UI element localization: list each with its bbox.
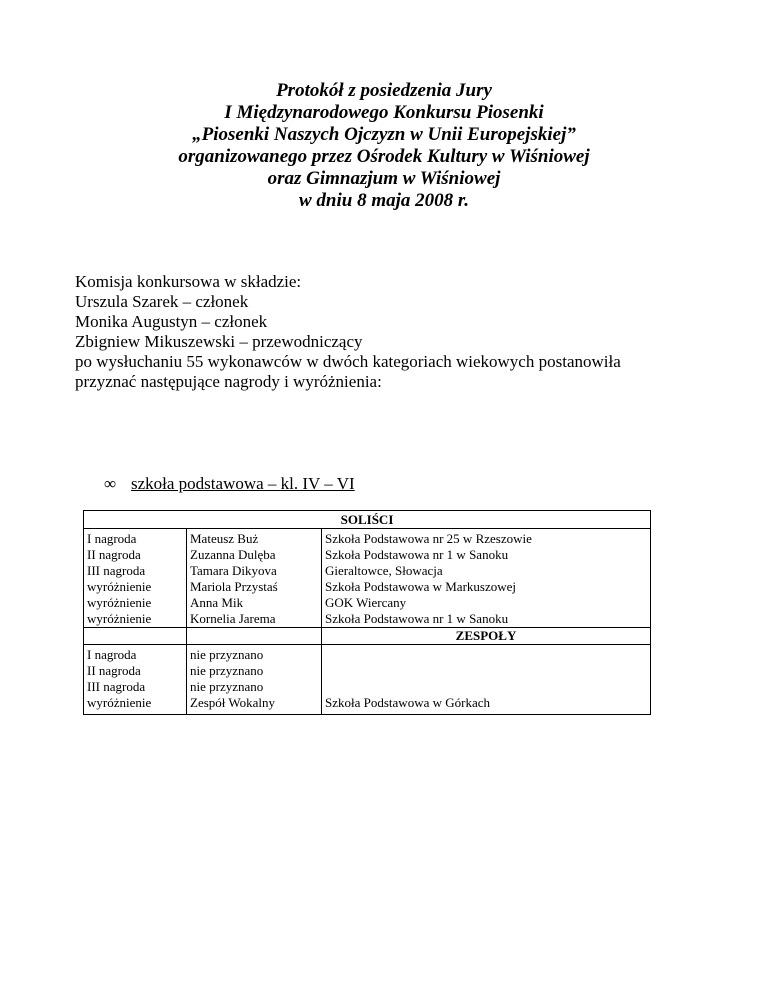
name-cell: nie przyznano xyxy=(187,679,322,695)
award-cell: wyróżnienie xyxy=(84,695,187,715)
intro-line: po wysłuchaniu 55 wykonawców w dwóch kategoriach wiekowych postanowiła xyxy=(75,352,621,371)
soloists-header: SOLIŚCI xyxy=(84,511,651,529)
school-cell: Szkoła Podstawowa w Górkach xyxy=(325,695,490,710)
name-cell: Anna Mik xyxy=(187,595,322,611)
name-cell: nie przyznano xyxy=(187,663,322,679)
empty-cell xyxy=(187,628,322,645)
intro-line: przyznać następujące nagrody i wyróżnienia: xyxy=(75,372,382,391)
school-cell: GOK Wiercany xyxy=(325,595,407,610)
intro-line: Komisja konkursowa w składzie: xyxy=(75,272,302,291)
category-label: szkoła podstawowa – kl. IV – VI xyxy=(131,474,355,493)
table-row xyxy=(84,595,651,611)
school-cell: Szkoła Podstawowa nr 1 w Sanoku xyxy=(325,611,509,626)
school-cell: Szkoła Podstawowa w Markuszowej xyxy=(325,579,516,594)
table-row xyxy=(84,547,651,563)
document-title xyxy=(0,80,768,212)
award-cell: II nagroda xyxy=(84,663,187,679)
results-table xyxy=(83,510,651,715)
name-cell: Mariola Przystaś xyxy=(187,579,322,595)
school-cell: Gieraltowce, Słowacja xyxy=(325,563,443,578)
school-cell xyxy=(322,663,651,679)
title-line: „Piosenki Naszych Ojczyzn w Unii Europejskiej” xyxy=(192,124,576,145)
section-header-row xyxy=(84,511,651,529)
table-row xyxy=(84,695,651,715)
intro-paragraph xyxy=(75,272,715,392)
table-row xyxy=(84,645,651,664)
table-row xyxy=(84,679,651,695)
title-line: w dniu 8 maja 2008 r. xyxy=(299,190,469,211)
name-cell: Zuzanna Dulęba xyxy=(187,547,322,563)
school-cell: Szkoła Podstawowa nr 1 w Sanoku xyxy=(325,547,509,562)
table-row xyxy=(84,579,651,595)
table-row xyxy=(84,611,651,628)
award-cell: II nagroda xyxy=(84,547,187,563)
groups-header: ZESPOŁY xyxy=(322,628,651,645)
empty-cell xyxy=(84,628,187,645)
award-cell: III nagroda xyxy=(84,679,187,695)
name-cell: Kornelia Jarema xyxy=(187,611,322,628)
name-cell: nie przyznano xyxy=(187,645,322,664)
section-header-row xyxy=(84,628,651,645)
school-cell xyxy=(322,645,651,664)
award-cell: III nagroda xyxy=(84,563,187,579)
intro-line: Urszula Szarek – członek xyxy=(75,292,249,311)
title-line: I Międzynarodowego Konkursu Piosenki xyxy=(224,102,544,123)
award-cell: wyróżnienie xyxy=(84,579,187,595)
intro-line: Zbigniew Mikuszewski – przewodniczący xyxy=(75,332,363,351)
award-cell: wyróżnienie xyxy=(84,595,187,611)
title-line: organizowanego przez Ośrodek Kultury w Wiśniowej xyxy=(178,146,590,167)
table-row xyxy=(84,663,651,679)
table-row xyxy=(84,529,651,548)
name-cell: Mateusz Buż xyxy=(187,529,322,548)
school-cell xyxy=(322,679,651,695)
title-line: oraz Gimnazjum w Wiśniowej xyxy=(267,168,501,189)
award-cell: I nagroda xyxy=(84,645,187,664)
award-cell: I nagroda xyxy=(84,529,187,548)
title-line: Protokół z posiedzenia Jury xyxy=(276,80,492,101)
infinity-bullet-icon: ∞ xyxy=(104,474,117,493)
name-cell: Tamara Dikyova xyxy=(187,563,322,579)
name-cell: Zespół Wokalny xyxy=(187,695,322,715)
award-cell: wyróżnienie xyxy=(84,611,187,628)
category-heading xyxy=(104,474,355,494)
school-cell: Szkoła Podstawowa nr 25 w Rzeszowie xyxy=(325,531,532,546)
table-row xyxy=(84,563,651,579)
intro-line: Monika Augustyn – członek xyxy=(75,312,268,331)
